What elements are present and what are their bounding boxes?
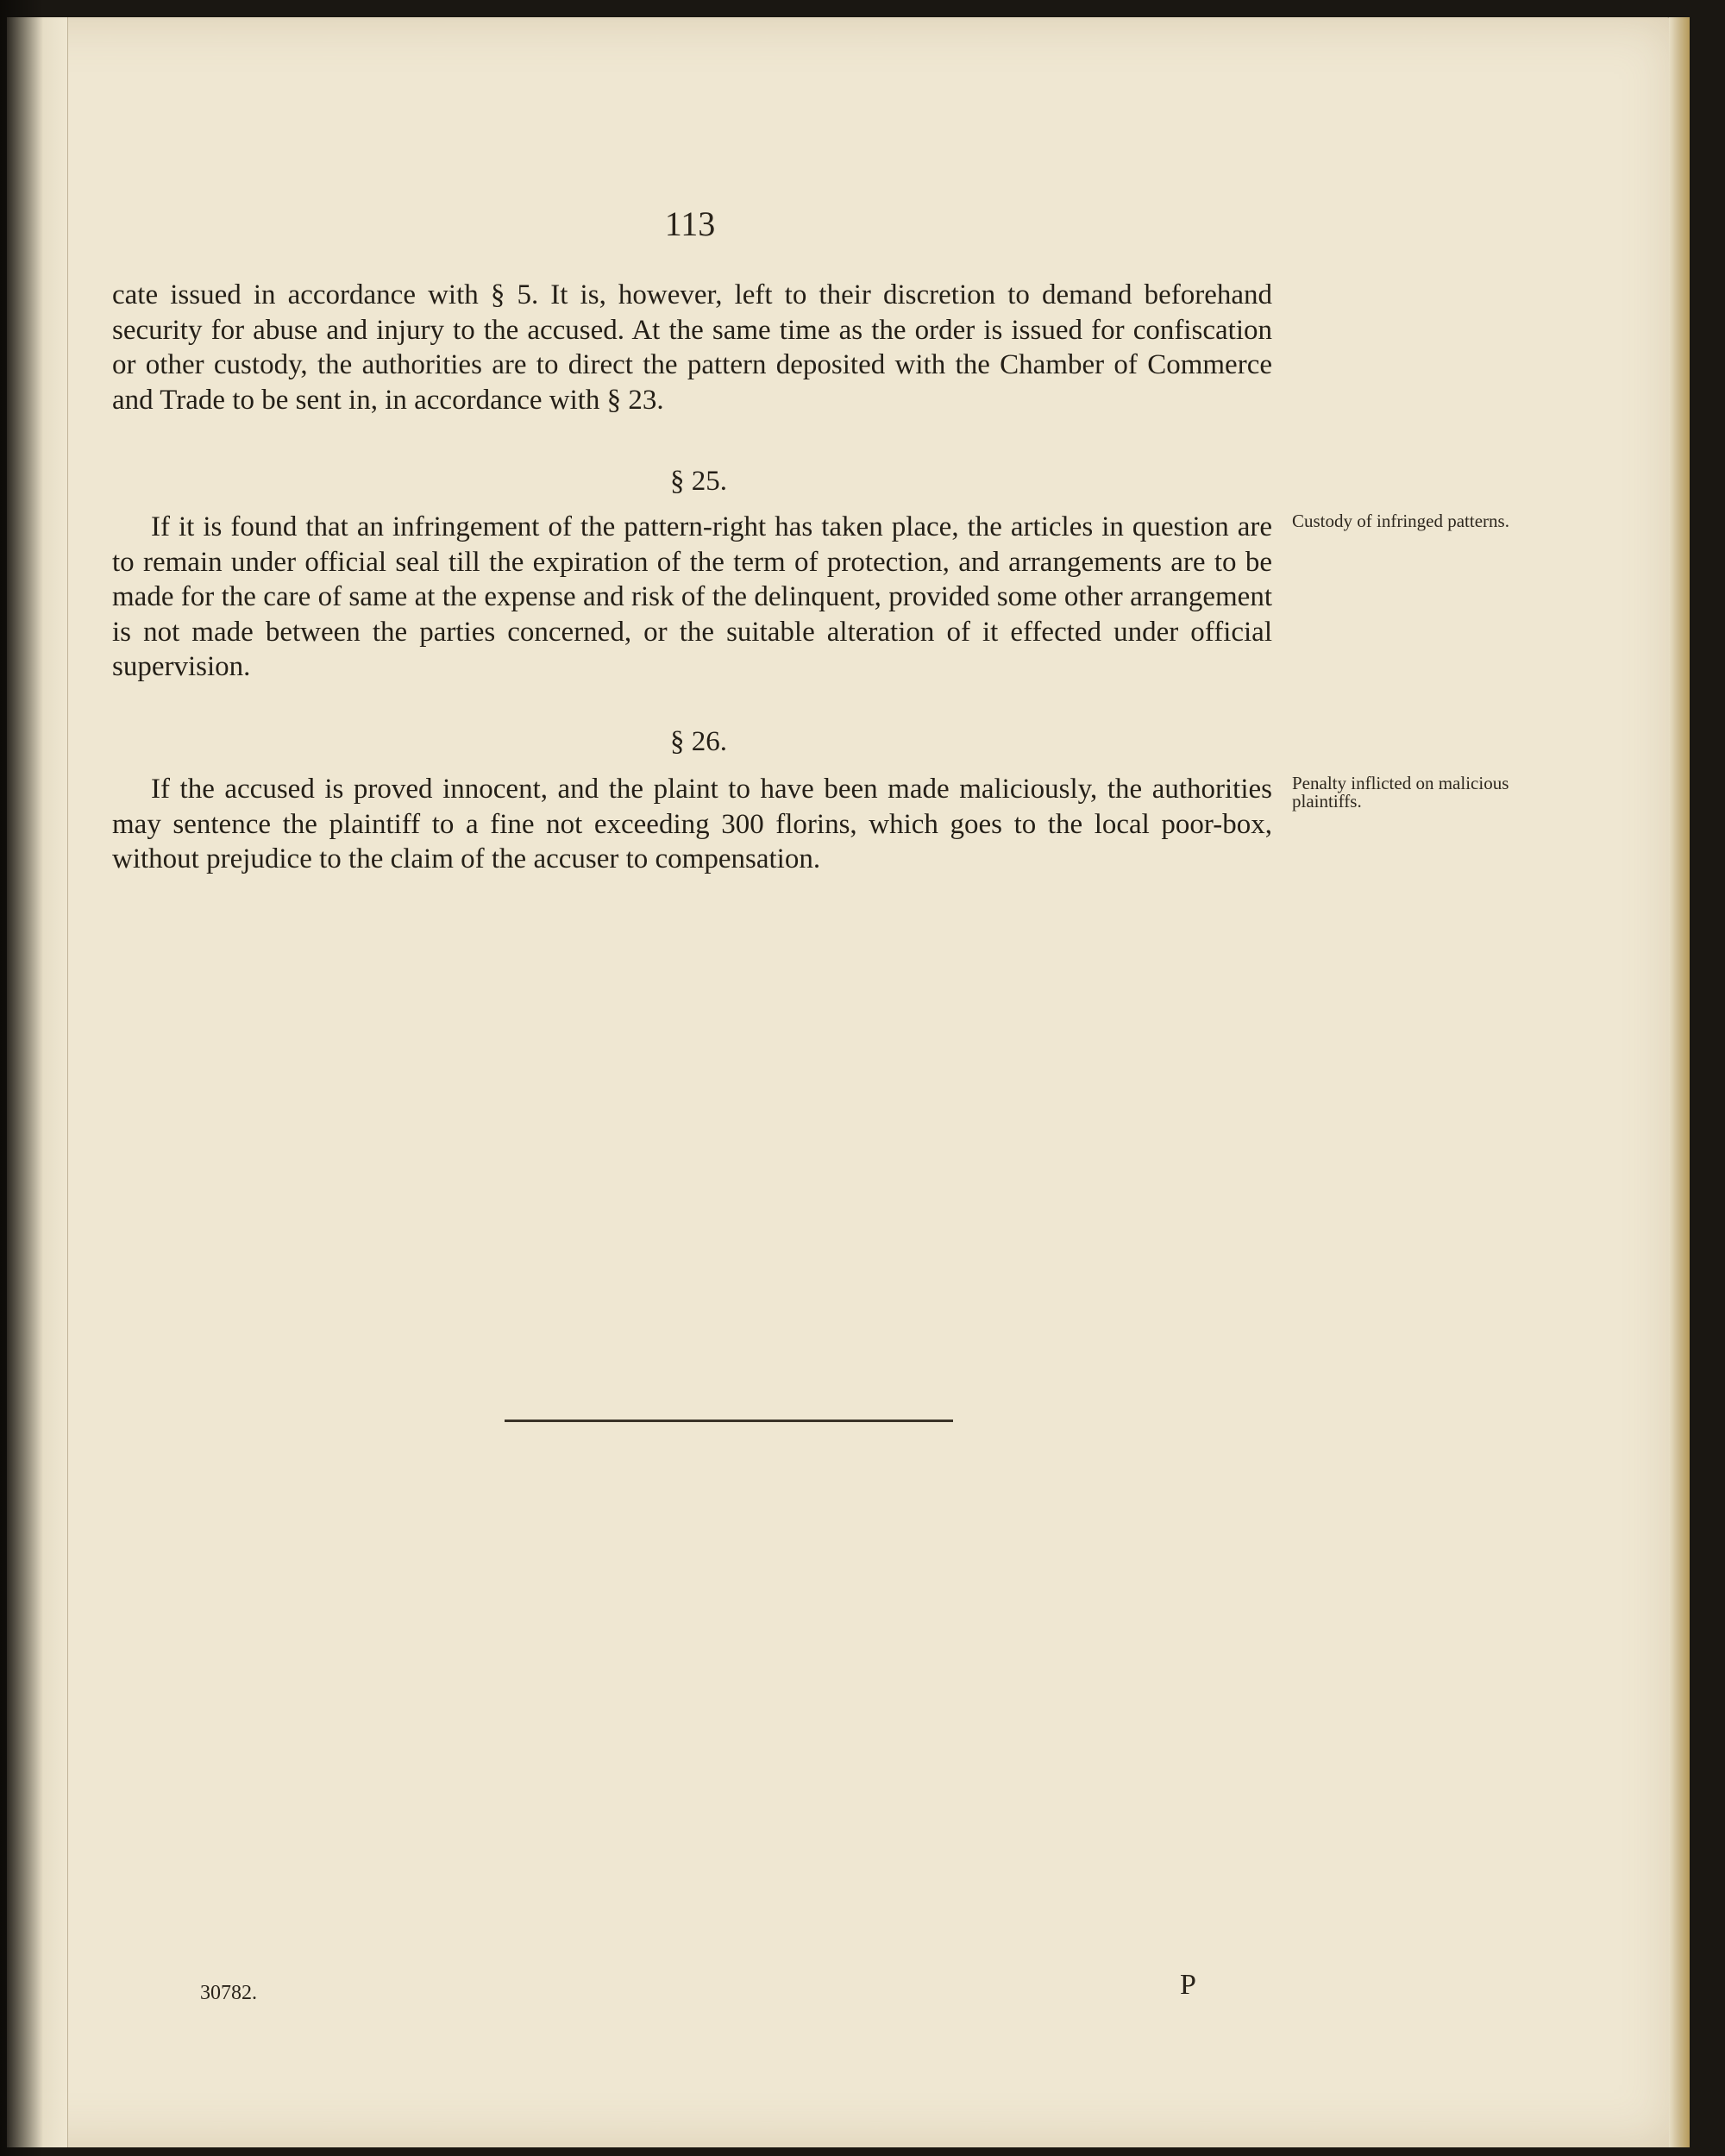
page-number: 113 <box>664 204 716 243</box>
marginal-note-penalty: Penalty inflicted on malicious plaintiffs. <box>1292 773 1509 812</box>
marginal-note-custody: Custody of infringed patterns. <box>1292 511 1509 531</box>
paragraph-section-26: If the accused is proved innocent, and the plaint to have been made maliciously, the authorities may sentence the plaintiff to a fine not exceeding 300 florins, which goes to the local poor-box, without prejudice to the claim of the accuser to compensation. <box>112 774 1272 874</box>
printer-signature-number: 30782. <box>200 1982 257 2004</box>
section-heading-26: § 26. <box>670 726 727 757</box>
bleed-through-text <box>128 793 1292 1871</box>
paragraph-continuation: cate issued in accordance with § 5. It is, however, left to their discretion to demand beforehand security for abuse and injury to the accused. At the same time as the order is issued for confiscation or other custody, the authorities are to direct the pattern deposited with the Chamber of Commerce and Trade to be sent in, in accordance with § 23. <box>112 279 1272 416</box>
section-heading-25: § 25. <box>670 466 727 497</box>
gathering-signature-mark: P <box>1180 1969 1196 2001</box>
binding-shadow <box>0 0 43 2156</box>
section-end-rule <box>505 1420 953 1422</box>
paragraph-section-25: If it is found that an infringement of the pattern-right has taken place, the articles in question are to remain under official seal till the expiration of the term of protection, and arrangements are to be made for the care of same at the expense and risk of the delinquent, provided some other arrangement is not made between the parties concerned, or the suitable alteration of it effected under official supervision. <box>112 511 1272 682</box>
page-edge <box>1669 17 1690 2147</box>
